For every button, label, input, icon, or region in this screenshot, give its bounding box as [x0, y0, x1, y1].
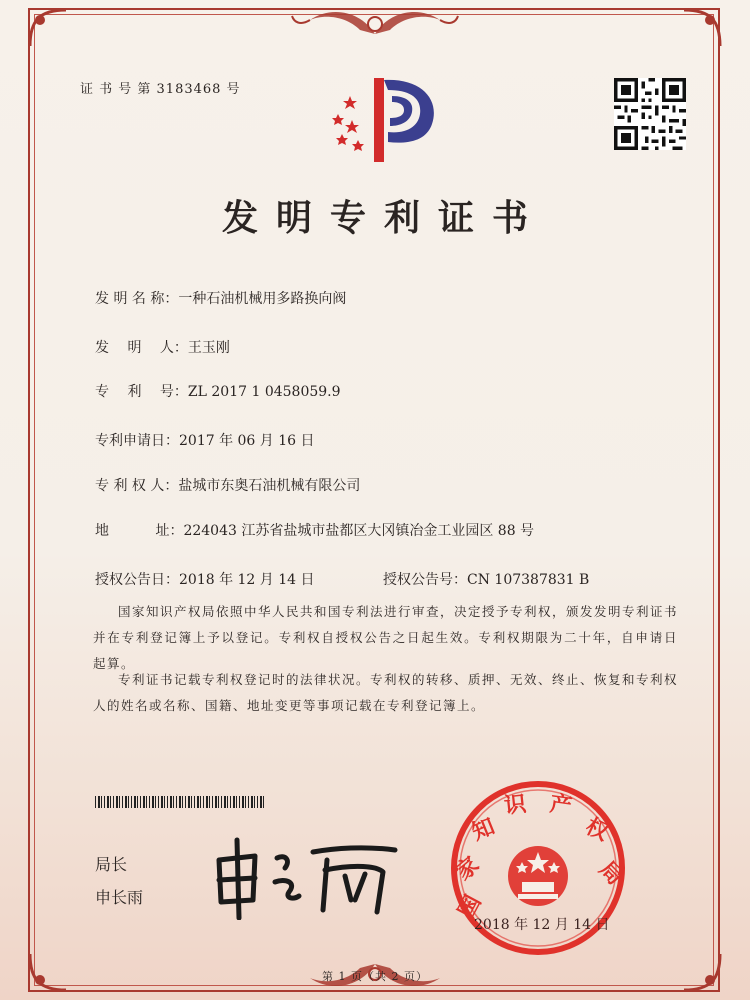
svg-text:家: 家: [451, 852, 485, 886]
grant-number-label: 授权公告号：: [383, 572, 467, 588]
grant-date-row: [95, 569, 315, 589]
director-name: 申长雨: [95, 888, 144, 907]
grant-statement-paragraph: 国家知识产权局依照中华人民共和国专利法进行审查，决定授予专利权，颁发发明专利证书并在专利登记簿上予以登记。专利权自授权公告之日起生效。专利权期限为二十年，自申请日起算。: [93, 604, 679, 671]
invention-name-label: 发 明 名 称：: [95, 291, 179, 307]
certificate-number: 证 书 号 第 3183468 号: [80, 82, 241, 97]
patent-number-row: [95, 381, 341, 401]
address-row: [95, 520, 534, 540]
invention-name-value: 一种石油机械用多路换向阀: [178, 291, 347, 307]
svg-text:知: 知: [468, 814, 499, 846]
page-title: 发明专利证书: [221, 198, 546, 239]
address-label: 地 址：: [95, 523, 184, 539]
svg-text:局: 局: [594, 856, 628, 891]
grant-number-value: CN 107387831 B: [467, 572, 590, 588]
patentee-row: [95, 475, 360, 495]
patent-number-label: 专 利 号：: [95, 384, 188, 400]
svg-text:产: 产: [548, 791, 574, 820]
qr-code: [614, 78, 686, 150]
inventor-value: 王玉刚: [187, 340, 230, 356]
patent-office-logo: [322, 72, 442, 167]
seal-date: 2018 年 12 月 14 日: [474, 917, 610, 933]
svg-text:识: 识: [503, 791, 528, 820]
svg-text:权: 权: [581, 814, 613, 847]
filing-date-row: [95, 430, 315, 450]
patent-number-value: ZL 2017 1 0458059.9: [187, 384, 341, 400]
grant-date-value: 2018 年 12 月 14 日: [179, 572, 315, 588]
top-ornament: [290, 0, 460, 40]
address-value: 224043 江苏省盐城市盐都区大冈镇冶金工业园区 88 号: [183, 523, 535, 539]
corner-ornament-top-left: [26, 6, 72, 52]
filing-date-value: 2017 年 06 月 16 日: [179, 433, 315, 449]
filing-date-label: 专利申请日：: [95, 433, 179, 449]
corner-ornament-top-right: [678, 6, 724, 52]
page-number: 第 1 页（共 2 页）: [322, 970, 428, 983]
barcode: [95, 796, 265, 808]
patentee-label: 专 利 权 人：: [95, 478, 179, 494]
legal-status-paragraph: 专利证书记载专利权登记时的法律状况。专利权的转移、质押、无效、终止、恢复和专利权人的姓名或名称、国籍、地址变更等事项记载在专利登记簿上。: [93, 672, 679, 713]
grant-date-label: 授权公告日：: [95, 572, 179, 588]
svg-text:国: 国: [454, 891, 487, 923]
director-signature: [205, 830, 405, 920]
invention-name-row: [95, 288, 346, 308]
grant-number-row: [383, 569, 589, 589]
patentee-value: 盐城市东奥石油机械有限公司: [178, 478, 361, 494]
inventor-row: [95, 337, 230, 357]
inventor-label: 发 明 人：: [95, 340, 188, 356]
director-title: 局长: [95, 855, 128, 874]
